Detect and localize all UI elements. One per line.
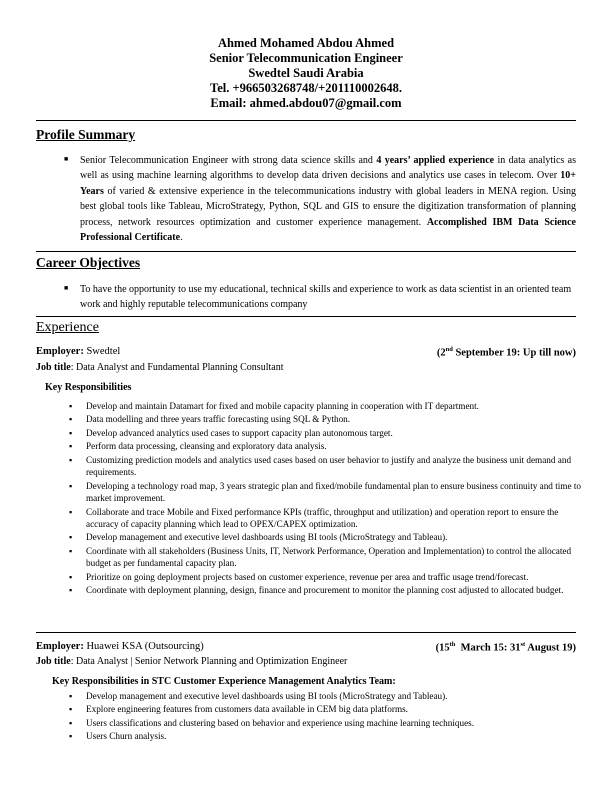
candidate-company: Swedtel Saudi Arabia — [248, 66, 364, 80]
responsibility-item: ▪ Coordinate with deployment planning, design, finance and procurement to monitor the planning cost adjusted to allocated budget. — [86, 584, 581, 596]
job-title: : Data Analyst and Fundamental Planning Consultant — [70, 362, 284, 373]
job-title-label: Job title — [36, 656, 71, 667]
divider — [36, 120, 576, 121]
job-title-row — [36, 362, 576, 373]
text-segment: in data analytics as well as using machine learning algorithms to develop data driven decisions and analytics use cases in telecom. Over — [80, 155, 576, 182]
objectives-text: To have the opportunity to use my educational, technical skills and experience to work as data scientist in an oriented team work and highly reputable telecommunications company — [80, 284, 572, 311]
text-segment-bold: 4 years’ applied experience — [376, 155, 495, 166]
resume-header — [0, 36, 612, 111]
date-text: (15 — [435, 642, 450, 654]
date-text: (2 — [436, 347, 446, 359]
job-employer-row — [36, 346, 576, 357]
responsibility-item: ▪ Develop management and executive level dashboards using BI tools (MicroStrategy and Tableau). — [86, 690, 581, 702]
employer-label: Employer: — [36, 346, 84, 357]
bullet-icon: ■ — [64, 284, 69, 292]
responsibility-item: ▪ Collaborate and trace Mobile and Fixed performance KPIs (traffic, throughput and utilization) and operation report to ensure the accuracy of capacity planning which lead to OPEX/CAPEX optimization. — [86, 506, 581, 531]
employer-name: Huawei KSA (Outsourcing) — [83, 641, 204, 652]
responsibility-item: ▪ Users classifications and clustering based on behavior and experience using machine learning techniques. — [86, 717, 581, 729]
job-dates — [436, 641, 576, 654]
divider — [36, 316, 576, 317]
responsibility-item: ▪ Customizing prediction models and analytics used cases based on user behavior to justify and analyze the business unit demand and requirements. — [86, 454, 581, 479]
date-suffix: th — [449, 641, 456, 648]
responsibilities-list — [86, 400, 581, 598]
job-employer-row — [36, 641, 576, 652]
candidate-phone: Tel. +966503268748/+201110002648. — [210, 81, 402, 95]
section-heading-objectives: Career Objectives — [36, 255, 141, 270]
divider — [36, 632, 576, 633]
responsibility-item: ▪ Users Churn analysis. — [86, 730, 581, 742]
section-heading-experience: Experience — [36, 320, 99, 335]
candidate-name: Ahmed Mohamed Abdou Ahmed — [217, 36, 395, 50]
responsibility-item: ▪ Prioritize on going deployment projects based on customer experience, revenue per area and traffic usage trend/forecast. — [86, 571, 581, 583]
responsibility-item: ▪ Perform data processing, cleansing and exploratory data analysis. — [86, 440, 581, 452]
responsibility-item: ▪ Develop and maintain Datamart for fixed and mobile capacity planning in cooperation with IT department. — [86, 400, 581, 412]
date-text: September 19: Up till now) — [452, 347, 576, 359]
employer-name: Swedtel — [83, 346, 121, 357]
text-segment: Senior Telecommunication Engineer with strong data science skills and — [80, 155, 377, 166]
responsibility-item: ▪ Develop management and executive level dashboards using BI tools (MicroStrategy and Tableau). — [86, 531, 581, 543]
text-segment: of varied & extensive experience in the telecommunications industry with global leaders in MENA region. Using best global tools like Tableau, MicroStrategy, Python, SQL and GIS to ensure the digitization transformation of planning process, network resources optimization and customer experience management. — [80, 185, 576, 228]
job-title: : Data Analyst | Senior Network Planning and Optimization Engineer — [70, 656, 348, 667]
responsibility-item: ▪ Data modelling and three years traffic forecasting using SQL & Python. — [86, 413, 581, 425]
section-heading-profile: Profile Summary — [36, 127, 136, 142]
responsibility-item: ▪ Develop advanced analytics used cases to support capacity plan autonomous target. — [86, 427, 581, 439]
responsibility-item: ▪ Explore engineering features from customers data available in CEM big data platforms. — [86, 703, 581, 715]
text-segment-bold: 10+ Years — [80, 170, 576, 197]
divider — [36, 251, 576, 252]
text-segment: . — [180, 232, 183, 244]
responsibility-item: ▪ Coordinate with all stakeholders (Business Units, IT, Network Performance, Operation and Implementation) to control the allocated budget as per fundamental capacity plan. — [86, 545, 581, 570]
employer-label: Employer: — [36, 641, 84, 652]
responsibilities-heading: Key Responsibilities — [45, 382, 132, 393]
candidate-email: Email: ahmed.abdou07@gmail.com — [210, 96, 402, 110]
date-text: August 19) — [525, 642, 576, 654]
date-text: March 15: 31 — [455, 642, 521, 654]
job-title-row — [36, 656, 576, 667]
responsibility-item: ▪ Developing a technology road map, 3 years strategic plan and fixed/mobile fundamental plan to ensure business continuity and time to market improvement. — [86, 480, 581, 505]
date-suffix: st — [520, 641, 526, 648]
job-dates — [437, 346, 576, 359]
text-segment-bold: Accomplished IBM Data Science Professional Certificate — [80, 216, 576, 244]
date-suffix: nd — [445, 346, 453, 353]
job-title-label: Job title — [36, 362, 71, 373]
responsibilities-heading: Key Responsibilities in STC Customer Experience Management Analytics Team: — [52, 676, 396, 687]
candidate-title: Senior Telecommunication Engineer — [209, 51, 403, 65]
responsibilities-list — [86, 690, 581, 744]
bullet-icon: ■ — [64, 155, 69, 163]
profile-summary-text — [80, 153, 576, 245]
